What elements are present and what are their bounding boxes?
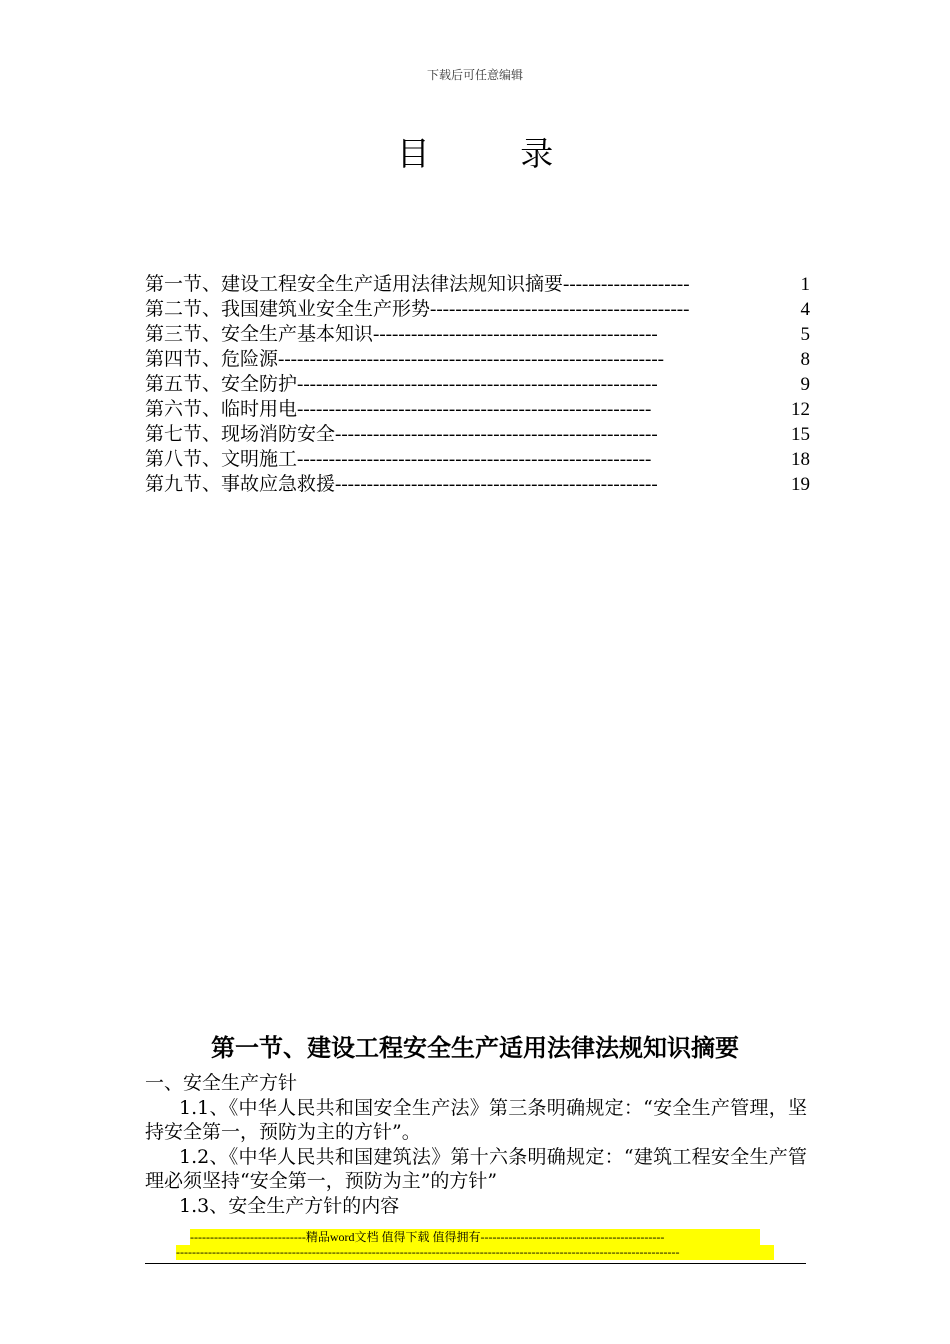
toc-entry[interactable] bbox=[145, 272, 810, 297]
toc-entry-leader: -------------------------------------------------------- bbox=[297, 449, 652, 470]
sub-heading: 一、安全生产方针 bbox=[145, 1072, 298, 1094]
body-text bbox=[145, 1071, 807, 1218]
toc-entry-page: 12 bbox=[791, 399, 810, 420]
toc-entry[interactable] bbox=[145, 422, 810, 447]
toc-entry-label: 第五节、安全防护 bbox=[145, 373, 298, 395]
toc-entry[interactable] bbox=[145, 347, 810, 372]
toc-entry-label: 第六节、临时用电 bbox=[145, 398, 298, 420]
toc-entry-label: 第九节、事故应急救援 bbox=[145, 473, 336, 495]
footer-rule bbox=[145, 1263, 806, 1264]
toc-entry-page: 9 bbox=[800, 374, 810, 395]
paragraph: 1.1、《中华人民共和国安全生产法》第三条明确规定：“安全生产管理，坚持安全第一，预防为主的方针”。 bbox=[145, 1096, 807, 1143]
paragraph: 1.2、《中华人民共和国建筑法》第十六条明确规定：“建筑工程安全生产管理必须坚持“安全第一，预防为主”的方针” bbox=[145, 1145, 807, 1192]
toc-entry-label: 第四节、危险源 bbox=[145, 348, 279, 370]
toc-entry-page: 18 bbox=[791, 449, 810, 470]
toc-entry-leader: --------------------------------------------------- bbox=[335, 474, 658, 495]
paragraph: 1.3、安全生产方针的内容 bbox=[179, 1194, 400, 1217]
header-note: 下载后可任意编辑 bbox=[426, 68, 523, 82]
toc-entry-leader: ------------------------------------------------------------- bbox=[278, 349, 664, 370]
toc-entry-page: 15 bbox=[791, 424, 810, 445]
toc-entry-leader: -------------------- bbox=[563, 274, 690, 295]
section-heading: 第一节、建设工程安全生产适用法律法规知识摘要 bbox=[211, 1033, 739, 1062]
toc-entry-leader: --------------------------------------------------------- bbox=[297, 374, 658, 395]
toc-entry-label: 第八节、文明施工 bbox=[145, 448, 298, 470]
toc-entry[interactable] bbox=[145, 322, 810, 347]
toc-entry-page: 19 bbox=[791, 474, 810, 495]
toc-entry-label: 第七节、现场消防安全 bbox=[145, 423, 336, 445]
toc-entry-label: 第二节、我国建筑业安全生产形势 bbox=[145, 298, 431, 320]
toc-entry-label: 第三节、安全生产基本知识 bbox=[145, 323, 374, 345]
toc-entry-page: 4 bbox=[800, 299, 810, 320]
toc-entry[interactable] bbox=[145, 472, 810, 497]
toc-entry[interactable] bbox=[145, 397, 810, 422]
banner-line-2: ------------------------------------------------------------------------------------------------------------------------------ bbox=[176, 1245, 774, 1260]
toc-entry-label: 第一节、建设工程安全生产适用法律法规知识摘要 bbox=[145, 273, 564, 295]
banner-line-1: -----------------------------精品word文档 值得下载 值得拥有---------------------------------------------- bbox=[190, 1229, 760, 1245]
toc-entry-page: 5 bbox=[800, 324, 810, 345]
toc-entry[interactable] bbox=[145, 297, 810, 322]
toc-entry-leader: -------------------------------------------------------- bbox=[297, 399, 652, 420]
toc-entry[interactable] bbox=[145, 447, 810, 472]
table-of-contents bbox=[145, 272, 810, 497]
toc-entry-leader: --------------------------------------------------- bbox=[335, 424, 658, 445]
toc-title: 目 录 bbox=[396, 134, 594, 173]
toc-entry-leader: --------------------------------------------- bbox=[373, 324, 658, 345]
toc-entry-page: 8 bbox=[800, 349, 810, 370]
toc-entry[interactable] bbox=[145, 372, 810, 397]
toc-entry-leader: ----------------------------------------- bbox=[430, 299, 690, 320]
toc-entry-page: 1 bbox=[800, 274, 810, 295]
